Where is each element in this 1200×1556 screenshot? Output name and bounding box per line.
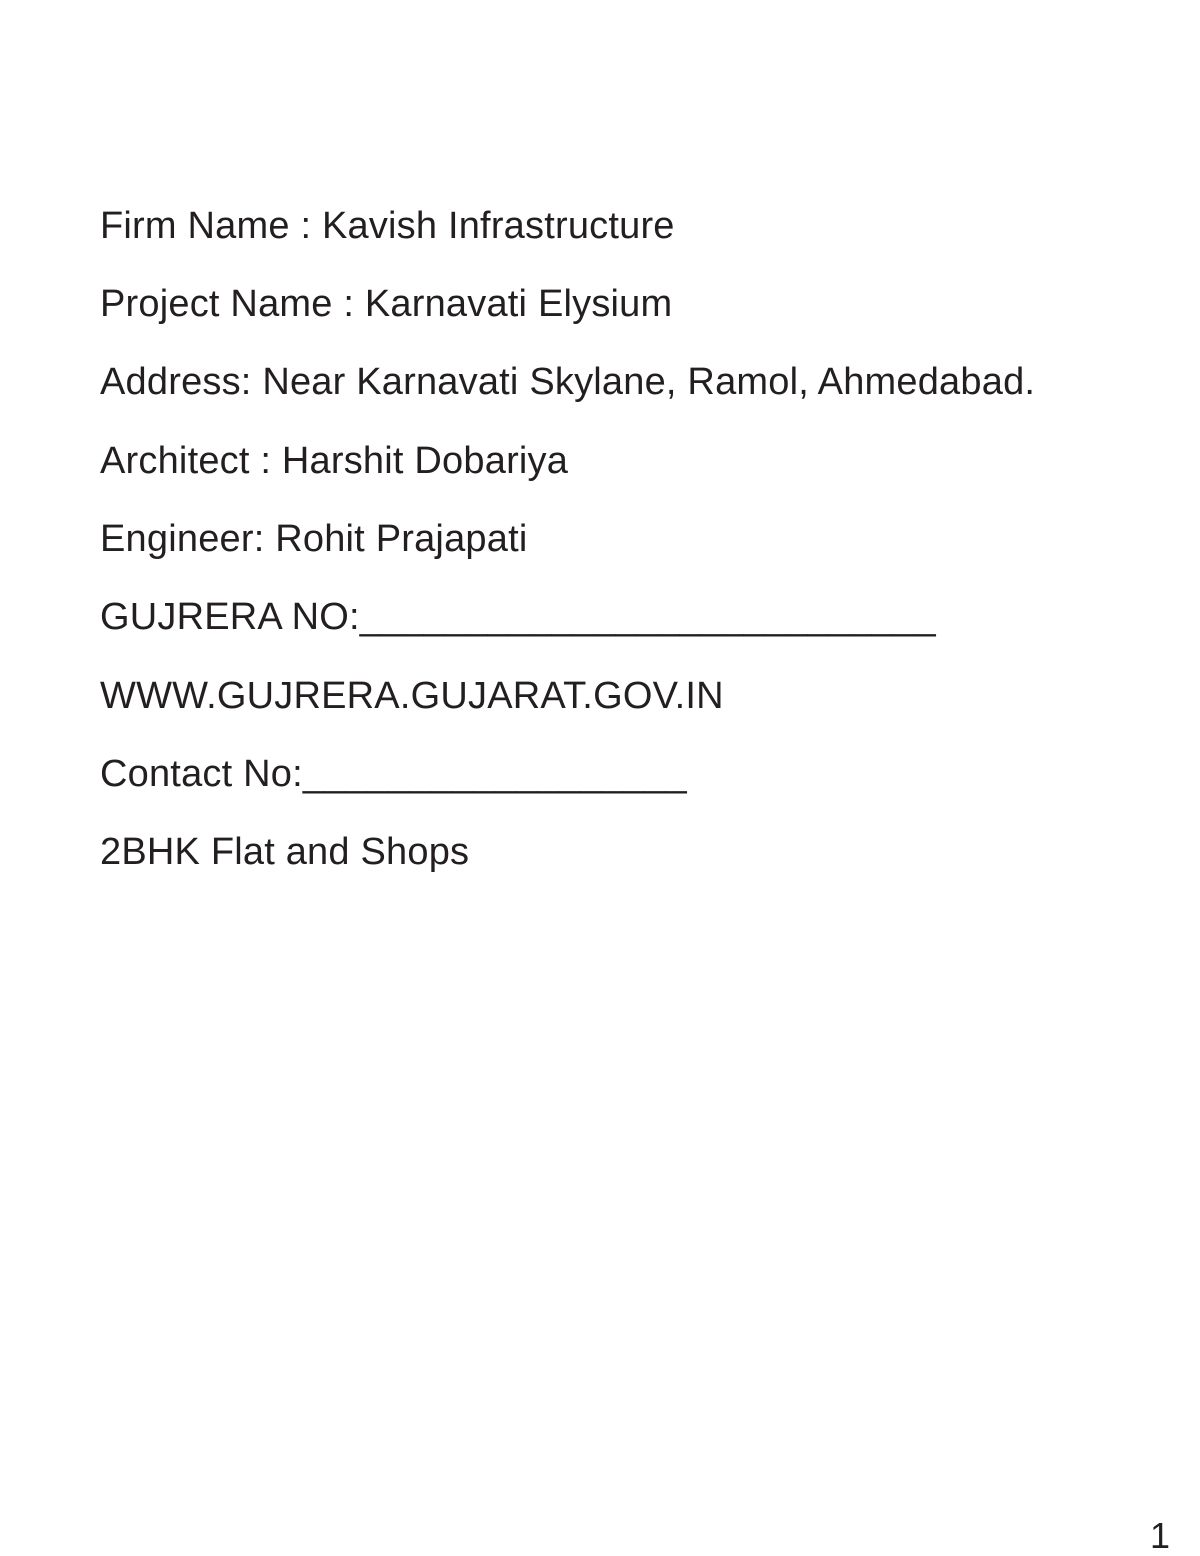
page-number: 1 — [1149, 1515, 1170, 1556]
contact-number-line: Contact No:__________________ — [100, 753, 687, 795]
engineer-line: Engineer: Rohit Prajapati — [100, 518, 528, 560]
gujrera-website-line: WWW.GUJRERA.GUJARAT.GOV.IN — [100, 675, 724, 717]
address-line: Address: Near Karnavati Skylane, Ramol, Ahmedabad. — [100, 361, 1036, 403]
project-name-line: Project Name : Karnavati Elysium — [100, 283, 673, 325]
property-type-line: 2BHK Flat and Shops — [100, 831, 470, 873]
architect-line: Architect : Harshit Dobariya — [100, 440, 569, 482]
gujrera-number-line: GUJRERA NO:___________________________ — [100, 596, 936, 638]
firm-name-line: Firm Name : Kavish Infrastructure — [100, 205, 675, 247]
